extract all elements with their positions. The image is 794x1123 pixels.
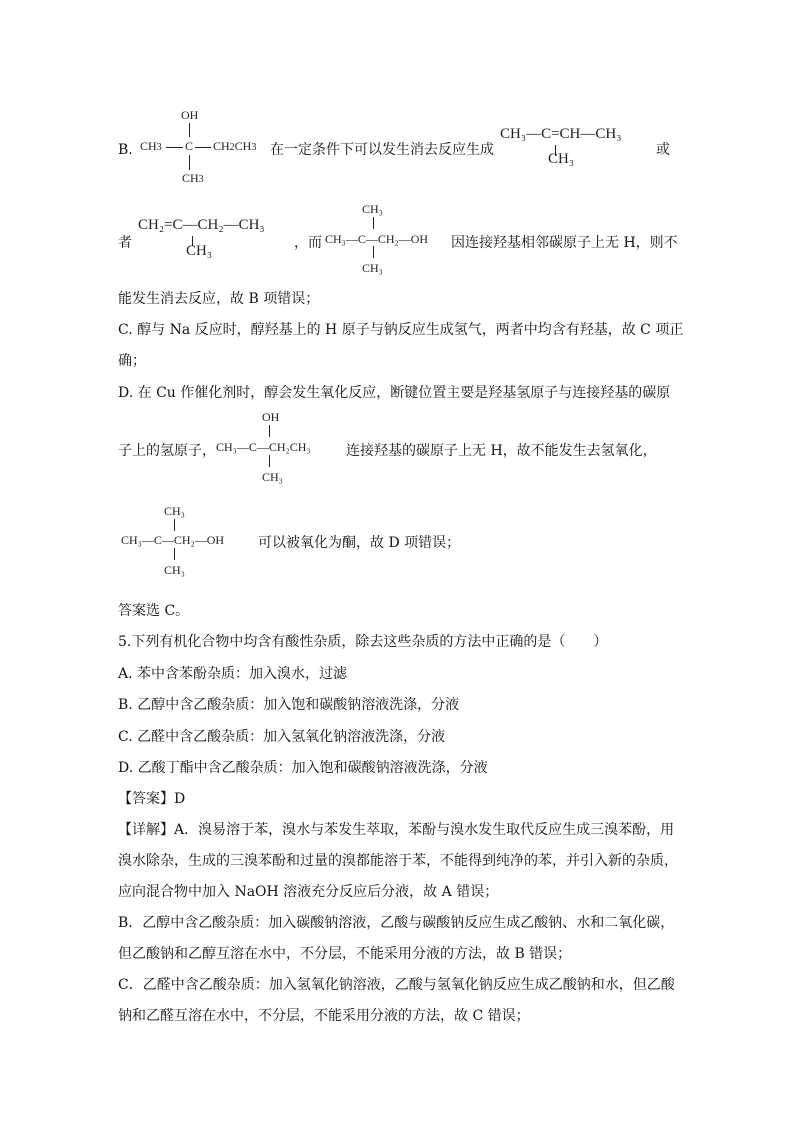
d-mol-bond-bottom [269,455,270,467]
q5-stem: 5.下列有机化合物中均含有酸性杂质，除去这些杂质的方法中正确的是（ ） [118,634,608,650]
q5-option-b: B. 乙醇中含乙酸杂质：加入饱和碳酸钠溶液洗涤，分液 [118,697,460,713]
d-mol2-bond-bottom [174,548,175,560]
q5-option-d: D. 乙酸丁酯中含乙酸杂质：加入饱和碳酸钠溶液洗涤，分液 [118,760,488,776]
mol2-line: CH₃—C—CH₂—OH [325,232,429,246]
mol1-bond-bottom [189,155,190,170]
d-mol2-top: CH₃ [164,504,185,518]
d-mol2-bottom: CH₃ [164,563,185,577]
d-mol-bottom: CH₃ [262,470,283,484]
q5-explain-line: C．乙醛中含乙酸杂质：加入氢氧化钠溶液，乙酸与氢氧化钠反应生成乙酸钠和水，但乙酸 [118,977,675,993]
b-text-2: ，而 [294,235,322,251]
d-mol-oh: OH [262,410,280,424]
mol1-bond-top [189,123,190,137]
d-text-after: 连接羟基的碳原子上无 H，故不能发生去氢氧化， [346,443,657,459]
mol1-bond-left [166,147,183,148]
q5-answer: 【答案】D [118,791,186,807]
mol1-right: CH2CH3 [213,139,257,153]
prod1-bottom: CH₃ [548,151,575,167]
mol1-oh: OH [181,108,199,122]
prod2-line: CH₂=C—CH₂—CH₃ [138,217,265,233]
q5-option-a: A. 苯中含苯酚杂质：加入溴水，过滤 [118,666,348,682]
q5-explain-line: 应向混合物中加入 NaOH 溶液充分反应后分液，故 A 错误； [118,884,499,900]
d-text-before: 子上的氢原子， [118,443,216,459]
prod1-line: CH₃—C=CH—CH₃ [500,126,622,142]
q5-explain-line: 但乙酸钠和乙醇互溶在水中，不分层，不能采用分液的方法，故 B 错误； [118,946,572,962]
c-line-2: 确； [118,353,146,369]
prod2-bottom: CH₃ [186,243,213,259]
option-b-label: B. [118,142,133,158]
b-text-4: 能发生消去反应，故 B 项错误； [118,291,320,307]
q5-explain-line: 溴水除杂，生成的三溴苯酚和过量的溴都能溶于苯，不能得到纯净的苯，并引入新的杂质， [118,853,678,869]
b-text-1: 在一定条件下可以发生消去反应生成 [270,142,494,158]
q5-option-c: C. 乙醛中含乙酸杂质：加入氢氧化钠溶液洗涤，分液 [118,729,446,745]
q5-explain-line: B．乙醇中含乙酸杂质：加入碳酸钠溶液，乙酸与碳酸钠反应生成乙酸钠、水和二氧化碳， [118,915,675,931]
q5-explain-line: 【详解】A．溴易溶于苯，溴水与苯发生萃取，苯酚与溴水发生取代反应生成三溴苯酚，用 [118,822,675,838]
or-text: 或 [656,142,670,158]
d-line-1: D. 在 Cu 作催化剂时，醇会发生氧化反应，断键位置主要是羟基氢原子与连接羟基的碳原 [118,385,671,401]
b-text-3: 因连接羟基相邻碳原子上无 H，则不 [451,235,678,251]
mol2-bond-top [373,217,374,229]
mol2-bottom: CH₃ [362,261,383,275]
mol1-c: C [185,139,194,153]
mol2-bond-bottom [373,246,374,258]
answer-select: 答案选 C。 [118,603,190,619]
q5-explain-line: 钠和乙醛互溶在水中，不分层，不能采用分液的方法，故 C 错误； [118,1008,530,1024]
or-text-2: 者 [118,235,132,251]
d-mol-bond-top [269,425,270,437]
d-mol2-bond-top [174,519,175,531]
mol1-bottom: CH3 [182,171,204,185]
mol1-left: CH3 [140,139,162,153]
d-mol-line: CH₃—C—CH₂CH₃ [216,440,311,454]
mol2-top: CH₃ [362,202,383,216]
d-text-after-2: 可以被氧化为酮，故 D 项错误； [258,535,461,551]
d-mol2-line: CH₃—C—CH₂—OH [121,533,225,547]
c-line-1: C. 醇与 Na 反应时，醇羟基上的 H 原子与钠反应生成氢气，两者中均含有羟基，故 C 项正 [118,322,684,338]
mol1-bond-right [195,147,211,148]
